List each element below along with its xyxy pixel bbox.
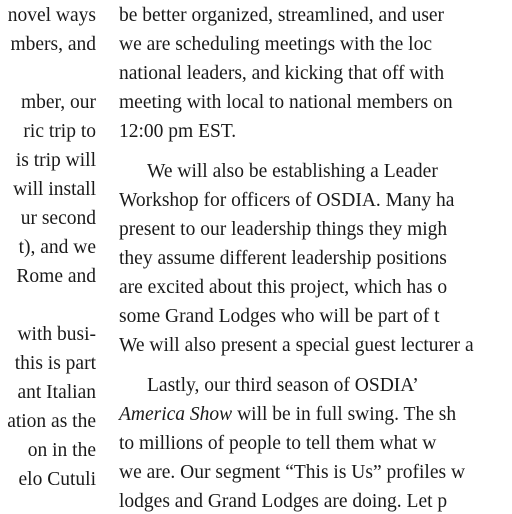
left-line: mber, our xyxy=(20,92,96,113)
left-line: ant Italian xyxy=(17,382,96,403)
body-line: be better organized, streamlined, and user xyxy=(119,5,445,26)
body-line: We will also be establishing a Leader xyxy=(147,161,438,182)
left-line: this is part xyxy=(14,353,96,374)
body-line-continuation: will be in full swing. The sh xyxy=(232,404,457,425)
body-line xyxy=(119,403,512,427)
body-line: are excited about this project, which has o xyxy=(119,277,448,298)
body-line: 12:00 pm EST. xyxy=(119,121,237,142)
body-line: some Grand Lodges who will be part of t xyxy=(119,306,440,327)
body-line: Lastly, our third season of OSDIA’ xyxy=(147,375,419,396)
left-line: t), and we xyxy=(18,237,96,258)
body-line: lodges and Grand Lodges are doing. Let p xyxy=(119,491,448,512)
body-line: we are. Our segment “This is Us” profiles w xyxy=(119,462,466,483)
show-title: America Show xyxy=(119,404,233,425)
left-line: will install xyxy=(13,179,96,200)
body-line: We will also present a special guest lecturer a xyxy=(119,335,474,356)
left-line: ation as the xyxy=(7,411,96,432)
body-line: Workshop for officers of OSDIA. Many ha xyxy=(119,190,455,211)
body-line: we are scheduling meetings with the loc xyxy=(119,34,432,55)
left-line: ur second xyxy=(20,208,96,229)
left-line: Rome and xyxy=(16,266,96,287)
left-line: elo Cutuli xyxy=(18,469,96,490)
body-line: national leaders, and kicking that off with xyxy=(119,63,445,84)
left-line: ric trip to xyxy=(23,121,96,142)
body-line: meeting with local to national members on xyxy=(119,92,453,113)
left-line: novel ways xyxy=(7,5,96,26)
left-line: with busi- xyxy=(17,324,96,345)
body-line: to millions of people to tell them what w xyxy=(119,433,437,454)
left-line: on in the xyxy=(27,440,96,461)
body-line: present to our leadership things they migh xyxy=(119,219,448,240)
left-line: is trip will xyxy=(15,150,96,171)
body-line: they assume different leadership positions xyxy=(119,248,447,269)
left-line: mbers, and xyxy=(10,34,96,55)
